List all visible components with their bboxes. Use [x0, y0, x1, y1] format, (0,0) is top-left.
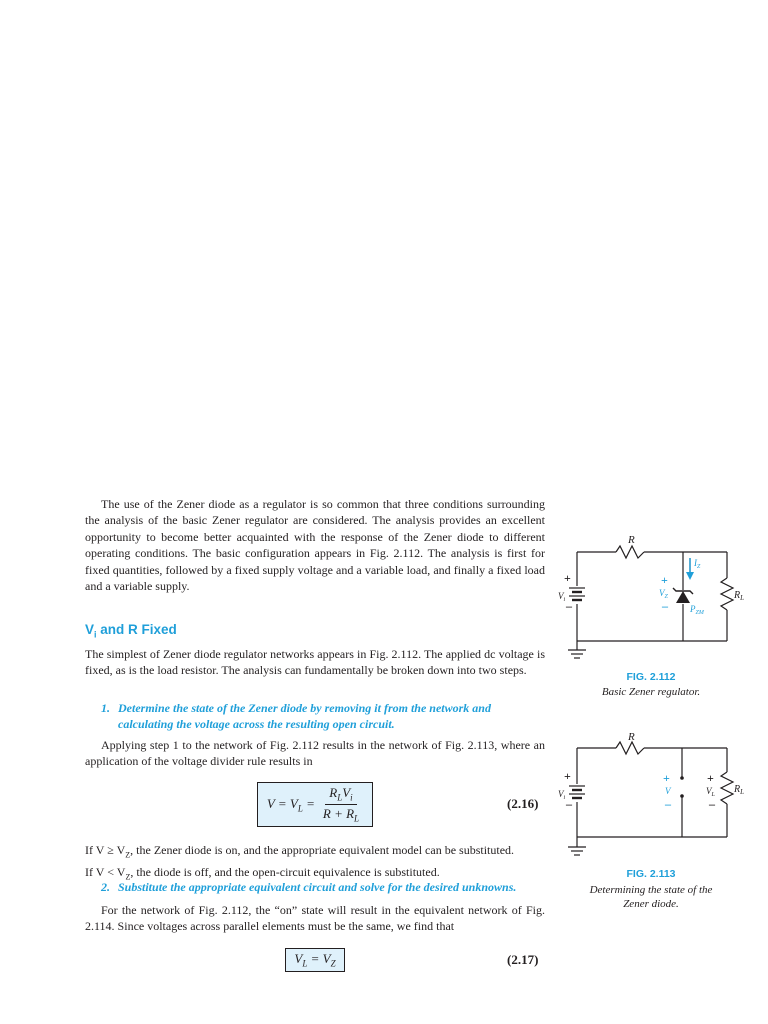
- eq216-fraction: [319, 785, 363, 823]
- fig113-plus-vl: +: [707, 771, 714, 785]
- fig112-minus-vz: –: [662, 599, 668, 613]
- eq216-numerator: $R_LV_i$: [325, 785, 356, 805]
- equation-2-17-number: (2.17): [507, 952, 539, 967]
- section-heading: $V_i$ and R Fixed: [85, 622, 177, 640]
- fig113-minus-v: –: [665, 797, 671, 811]
- paragraph-simplest-network: The simplest of Zener diode regulator networks appears in Fig. 2.112. The applied dc voltage is fixed, as is the load resistor. The analysis can fundamentally be broken down into two steps.: [85, 647, 545, 678]
- step-1-line2: calculating the voltage across the resulting open circuit.: [118, 717, 395, 732]
- eq216-lhs: $V = V_L$ =: [266, 795, 315, 814]
- fig113-resistor-r: [616, 742, 644, 754]
- fig113-minus-vi: –: [566, 797, 572, 811]
- fig112-resistor-rl: [721, 578, 733, 610]
- step-2-number: 2.: [101, 880, 110, 894]
- fig-2-112-circuit: [556, 530, 756, 665]
- step-1: [101, 700, 546, 733]
- zener-on-condition: If $V \ge V_Z$, the Zener diode is on, and the appropriate equivalent model can be substituted.: [85, 843, 515, 860]
- fig113-minus-vl: –: [709, 797, 715, 811]
- fig113-label-vi: $V_i$: [558, 789, 566, 801]
- step-1-number: 1.: [101, 701, 110, 715]
- fig113-resistor-rl: [721, 772, 733, 804]
- fig112-label-vi: $V_i$: [558, 591, 566, 603]
- fig112-resistor-r: [616, 546, 644, 558]
- step-2-text: Substitute the appropriate equivalent circuit and solve for the desired unknowns.: [118, 880, 517, 894]
- fig-2-112-label: FIG. 2.112: [626, 671, 676, 683]
- fig-2-113-label: FIG. 2.113: [626, 868, 676, 880]
- fig112-plus-vi: +: [564, 571, 571, 585]
- fig113-plus-v: +: [663, 771, 670, 785]
- fig113-open-terminal-bottom: [680, 794, 684, 798]
- fig112-label-rl: $R_L$: [734, 590, 745, 602]
- zener-off-condition: If $V < V_Z$, the diode is off, and the open-circuit equivalence is substituted.: [85, 864, 440, 882]
- fig112-label-vz: $V_Z$: [659, 588, 668, 600]
- fig113-plus-vi: +: [564, 769, 571, 783]
- equation-2-16-number: (2.16): [507, 796, 539, 811]
- fig-2-113-caption: [571, 883, 731, 911]
- fig112-zener-diode: [676, 591, 690, 603]
- fig112-label-pzm: $P_{ZM}$: [690, 604, 704, 616]
- fig113-open-terminal-top: [680, 776, 684, 780]
- fig113-label-rl: $R_L$: [734, 784, 745, 796]
- fig-2-113-caption-line1: Determining the state of the: [589, 884, 713, 896]
- paragraph-apply-step1: Applying step 1 to the network of Fig. 2.112 results in the network of Fig. 2.113, where an application of the voltage divider rule results in: [85, 738, 545, 769]
- fig-2-112-caption: Basic Zener regulator.: [601, 686, 701, 698]
- intro-paragraph: The use of the Zener diode as a regulator is so common that three conditions surrounding the analysis of the basic Zener regulator are considered. The analysis provides an excellent opportunity to become better acquainted with the response of the Zener diode to different operating conditions. The basic configuration appears in Fig. 2.112. The analysis is first for fixed quantities, followed by a fixed supply voltage and a variable load, and finally a fixed load and a variable supply.: [85, 497, 545, 594]
- fig-2-113-circuit: [556, 732, 756, 862]
- equation-2-17-box: $V_L = V_Z$: [285, 948, 345, 972]
- fig112-plus-vz: +: [661, 573, 668, 587]
- equation-2-16-box: [257, 782, 373, 827]
- step-1-line1: Determine the state of the Zener diode by removing it from the network and: [118, 701, 491, 715]
- fig113-label-v: V: [665, 786, 671, 796]
- fig112-label-iz: $I_Z$: [694, 558, 701, 570]
- fig113-label-vl: $V_L$: [706, 786, 715, 798]
- fig-2-113-caption-line2: Zener diode.: [623, 898, 679, 910]
- paragraph-on-state: For the network of Fig. 2.112, the “on” state will result in the equivalent network of Fig. 2.114. Since voltages across parallel elements must be the same, we find that: [85, 903, 545, 934]
- fig113-label-r: R: [628, 732, 635, 743]
- eq216-denominator: $R + R_L$: [322, 806, 360, 824]
- fig112-minus-vi: –: [566, 599, 572, 613]
- step-2: [101, 879, 546, 895]
- fig112-label-r: R: [628, 534, 635, 546]
